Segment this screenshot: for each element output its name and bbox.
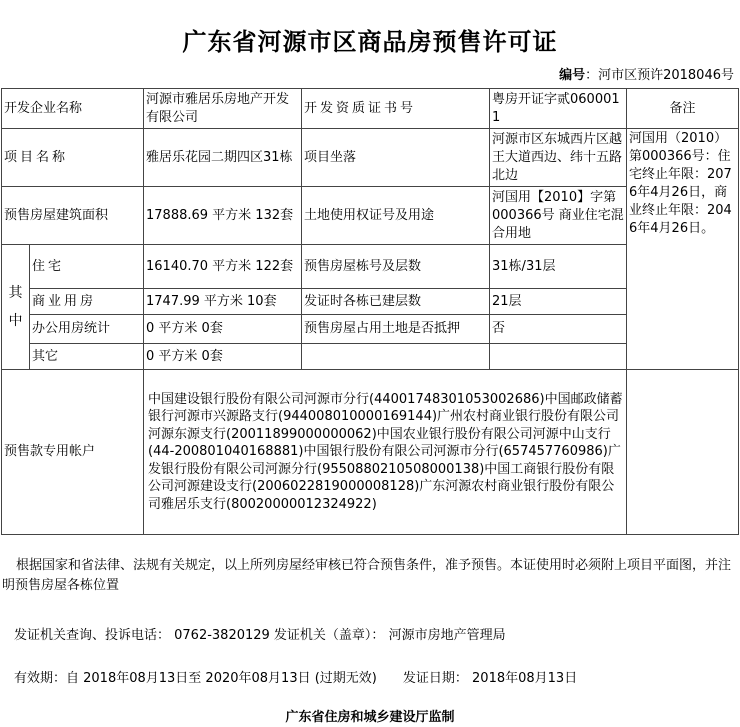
remarks-label: 备注 [627,89,739,129]
area-label: 预售房屋建筑面积 [2,187,144,245]
permit-number-value: ：河市区预许2018046号 [585,68,734,83]
office-label: 办公用房统计 [30,315,144,344]
page-title: 广东省河源市区商品房预售许可证 [182,28,558,56]
building-floors-label: 预售房屋栋号及层数 [302,245,490,289]
built-floors-value: 21层 [490,289,627,315]
residential-label: 住宅 [30,245,144,289]
area-value: 17888.69 平方米 132套 [144,187,302,245]
residential-value: 16140.70 平方米 122套 [144,245,302,289]
remarks-value: 河国用（2010）第000366号：住宅终止年限：2076年4月26日，商业终止年限：2046年4月26日。 [627,129,739,370]
table-row [2,89,739,129]
commercial-value: 1747.99 平方米 10套 [144,289,302,315]
accounts-value: 中国建设银行股份有限公司河源市分行(44001748301053002686)中国邮政储蓄银行河源市兴源路支行(944008010000169144)广州农村商业银行股份有限公司河源东源支行(20011899000000062)中国农业银行股份有限公司河源中山支行(44-200801040168881)中国银行股份有限公司河源市分行(657457760986)广发银行股份有限公司河源分行(9550880210508000138)中国工商银行股份有限公司河源建设支行(2006022819000008128)广东河源农村商业银行股份有限公司雅居乐支行(80020000012324922) [144,370,627,535]
other-value: 0 平方米 0套 [144,344,302,370]
issuer-contact: 发证机关查询、投诉电话： 0762-3820129 发证机关（盖章）： 河源市房地产管理局 [14,628,506,643]
qualification-label: 开发资质证书号 [302,89,490,129]
issue-date: 发证日期： 2018年08月13日 [402,671,578,686]
validity-line [14,667,577,686]
developer-label: 开发企业名称 [2,89,144,129]
accounts-label: 预售款专用帐户 [2,370,144,535]
mortgage-value: 否 [490,315,627,344]
empty-cell [302,344,490,370]
land-cert-value: 河国用【2010】字第000366号 商业住宅混合用地 [490,187,627,245]
office-value: 0 平方米 0套 [144,315,302,344]
table-row [2,129,739,187]
permit-number-label: 编号 [559,68,586,83]
land-cert-label: 土地使用权证号及用途 [302,187,490,245]
building-floors-value: 31栋/31层 [490,245,627,289]
of-which-label: 其中 [2,245,30,370]
developer-value: 河源市雅居乐房地产开发有限公司 [144,89,302,129]
location-value: 河源市区东城西片区越王大道西边、纬十五路北边 [490,129,627,187]
other-label: 其它 [30,344,144,370]
empty-cell [627,370,739,535]
empty-cell [490,344,627,370]
supervision-note: 广东省住房和城乡建设厅监制 [285,710,455,725]
location-label: 项目坐落 [302,129,490,187]
validity-period: 有效期：自 2018年08月13日至 2020年08月13日 (过期无效) [14,671,377,686]
approval-statement: 根据国家和省法律、法规有关规定，以上所列房屋经审核已符合预售条件，准予预售。本证使用时必须附上项目平面图，并注明预售房屋各栋位置 [2,558,732,593]
mortgage-label: 预售房屋占用土地是否抵押 [302,315,490,344]
permit-table [1,88,739,535]
commercial-label: 商业用房 [30,289,144,315]
qualification-value: 粤房开证字贰0600011 [490,89,627,129]
project-name-value: 雅居乐花园二期四区31栋 [144,129,302,187]
table-row [2,370,739,535]
built-floors-label: 发证时各栋已建层数 [302,289,490,315]
project-name-label: 项目名称 [2,129,144,187]
permit-number [559,64,734,83]
